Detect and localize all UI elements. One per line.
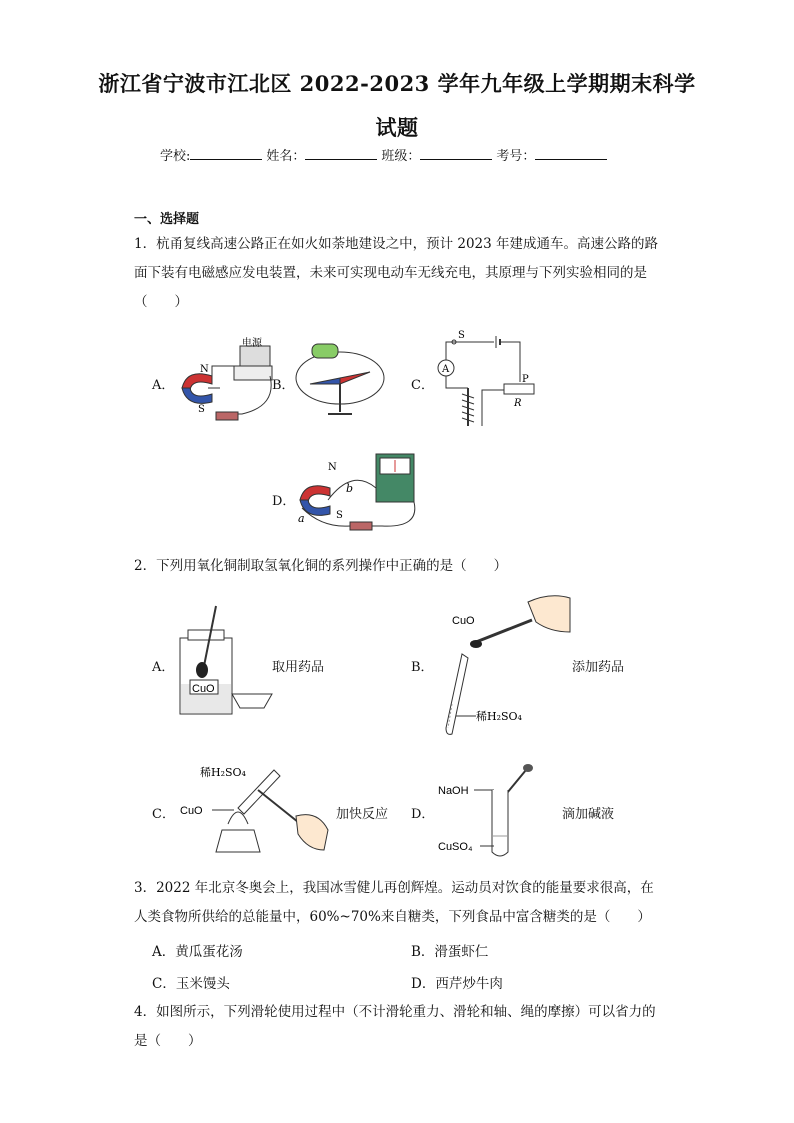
h2so4-label-c: 稀H₂SO₄ <box>200 766 246 779</box>
ammeter-label: A <box>442 364 450 375</box>
number-label: 考号： <box>496 149 536 164</box>
q1-figure-d <box>292 448 422 540</box>
q2-figure-d <box>436 764 546 862</box>
cuo-label-b: CuO <box>452 615 475 627</box>
s-pole-label: S <box>198 404 205 415</box>
power-label: 电源 <box>242 338 262 349</box>
q2-caption-a: 取用药品 <box>272 660 325 675</box>
q1-option-b-label: B． <box>272 378 295 393</box>
name-label: 姓名： <box>266 149 306 164</box>
q1-figure-a <box>172 336 282 428</box>
q1-option-d-label: D． <box>272 494 296 509</box>
switch-label: S <box>458 330 465 341</box>
n-pole-label: N <box>200 364 209 375</box>
q2-option-a-label: A． <box>152 660 175 675</box>
q1-option-c-label: C． <box>411 378 434 393</box>
question-2-text: 2．下列用氧化铜制取氢氧化铜的系列操作中正确的是（ ） <box>134 558 508 574</box>
section-heading: 一、选择题 <box>134 212 200 227</box>
h2so4-label-b: 稀H₂SO₄ <box>476 710 522 723</box>
hand <box>528 596 570 632</box>
q3-option-d: D．西芹炒牛肉 <box>411 976 503 992</box>
cuo-label-c: CuO <box>180 805 203 817</box>
q3-option-a: A．黄瓜蛋花汤 <box>152 944 243 960</box>
p-label: P <box>522 374 529 385</box>
class-blank <box>420 145 492 160</box>
a-label: a <box>298 512 305 525</box>
cuso4-label: CuSO₄ <box>438 841 473 853</box>
naoh-label: NaOH <box>438 785 469 797</box>
spatula-b <box>476 620 532 642</box>
rheostat <box>504 384 534 394</box>
q2-figure-a <box>176 604 276 716</box>
q2-option-b-label: B． <box>411 660 434 675</box>
alcohol-lamp <box>216 830 260 852</box>
school-label: 学校: <box>160 149 191 164</box>
question-4-text: 4．如图所示，下列滑轮使用过程中（不计滑轮重力、滑轮和轴、绳的摩擦）可以省力的是（ ） <box>134 1004 656 1049</box>
class-label: 班级： <box>381 149 421 164</box>
question-3-text: 3．2022 年北京冬奥会上，我国冰雪健儿再创辉煌。运动员对饮食的能量要求很高，在人类食物所供给的总能量中，60%~70%来自糖类，下列食品中富含糖类的是（ ） <box>134 880 654 925</box>
b-label: b <box>346 482 354 495</box>
s-pole-label-d: S <box>336 510 343 521</box>
q2-figure-c <box>178 760 334 860</box>
number-blank <box>535 145 607 160</box>
page-title-line2: 试题 <box>375 115 419 140</box>
r-label: R <box>514 398 522 409</box>
name-blank <box>305 145 377 160</box>
hand-c <box>296 815 328 850</box>
q2-option-c-label: C． <box>152 807 175 822</box>
q2-caption-d: 滴加碱液 <box>562 807 615 822</box>
wire-coil <box>312 344 338 358</box>
q2-figure-b <box>440 592 572 736</box>
q3-option-b: B．滑蛋虾仁 <box>411 944 489 960</box>
cuo-label-a: CuO <box>192 683 215 695</box>
bottle-cap <box>232 694 272 708</box>
page-title: 浙江省宁波市江北区 2022-2023 学年九年级上学期期末科学 <box>98 71 696 96</box>
test-tube-d <box>492 790 508 856</box>
q2-caption-b: 添加药品 <box>572 660 625 675</box>
test-tube-b <box>446 654 468 734</box>
q3-option-c: C．玉米馒头 <box>152 976 230 992</box>
q1-figure-c <box>432 328 542 436</box>
question-1-text: 1．杭甬复线高速公路正在如火如荼地建设之中，预计 2023 年建成通车。高速公路的路面下装有电磁感应发电装置，未来可实现电动车无线充电，其原理与下列实验相同的是（ ） <box>134 236 659 310</box>
switch-a <box>216 412 238 420</box>
q1-option-a-label: A． <box>152 378 175 393</box>
school-blank <box>190 145 262 160</box>
student-info-line <box>160 145 611 164</box>
q2-caption-c: 加快反应 <box>336 807 389 822</box>
q1-figure-b <box>290 338 390 420</box>
q2-option-d-label: D． <box>411 807 435 822</box>
n-pole-label-d: N <box>328 462 337 473</box>
switch-d <box>350 522 372 530</box>
